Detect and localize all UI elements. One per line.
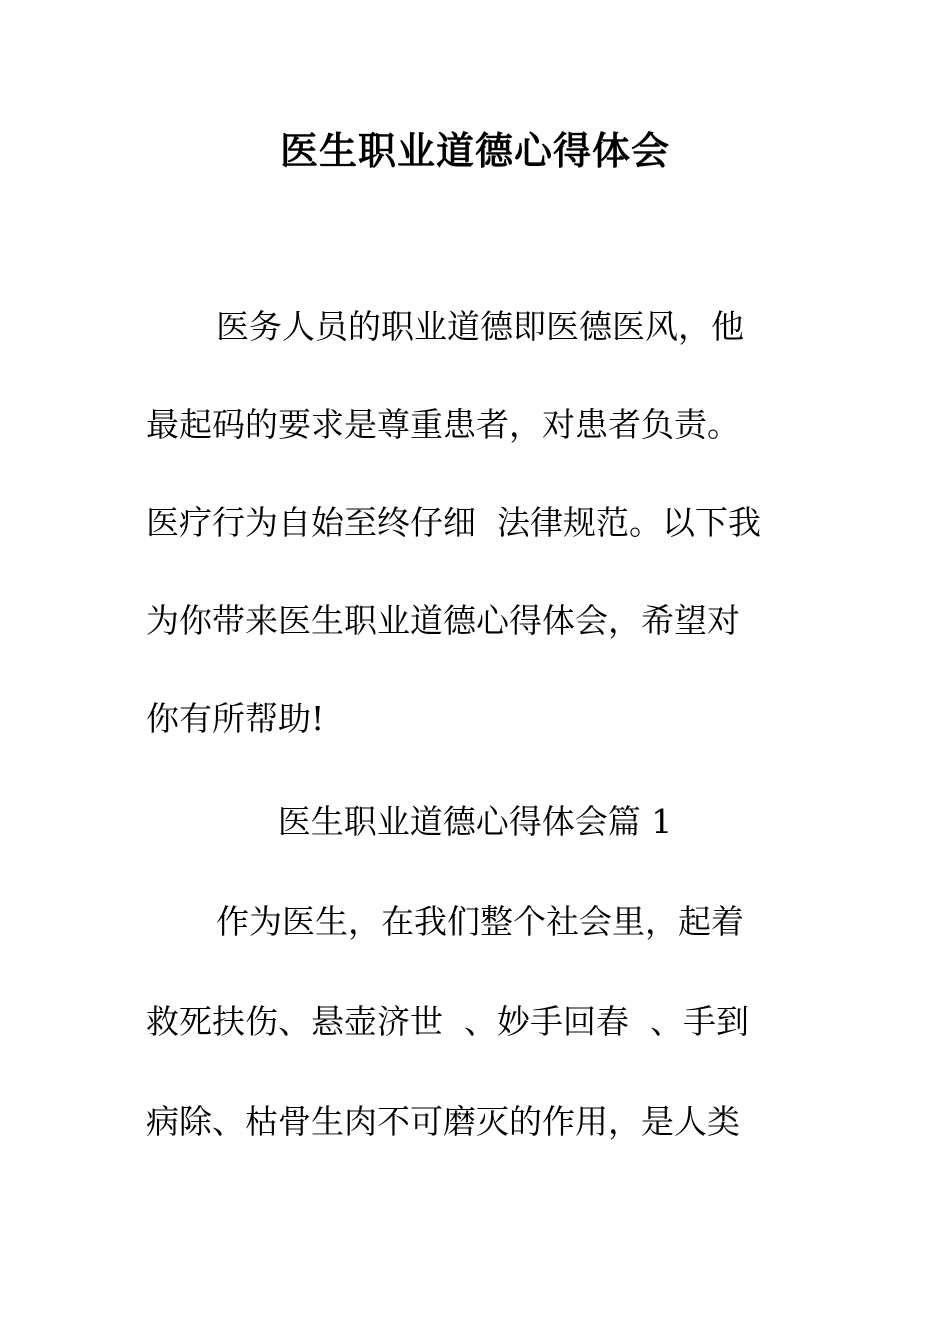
section-line-2: 救死扶伤、悬壶济世 、妙手回春 、手到 [146,1002,749,1041]
section-heading: 医生职业道德心得体会篇 1 [277,802,673,841]
section-line-1: 作为医生，在我们整个社会里，起着 [216,902,744,941]
intro-line-5: 你有所帮助! [146,699,325,738]
document-title: 医生职业道德心得体会 [279,129,670,173]
section-line-3: 病除、枯骨生肉不可磨灭的作用，是人类 [146,1102,740,1141]
intro-line-2: 最起码的要求是尊重患者，对患者负责。 [146,405,740,444]
intro-line-3: 医疗行为自始至终仔细 法律规范。以下我 [146,503,761,542]
intro-line-1: 医务人员的职业道德即医德医风，他 [216,307,744,346]
intro-line-4: 为你带来医生职业道德心得体会，希望对 [146,601,740,640]
